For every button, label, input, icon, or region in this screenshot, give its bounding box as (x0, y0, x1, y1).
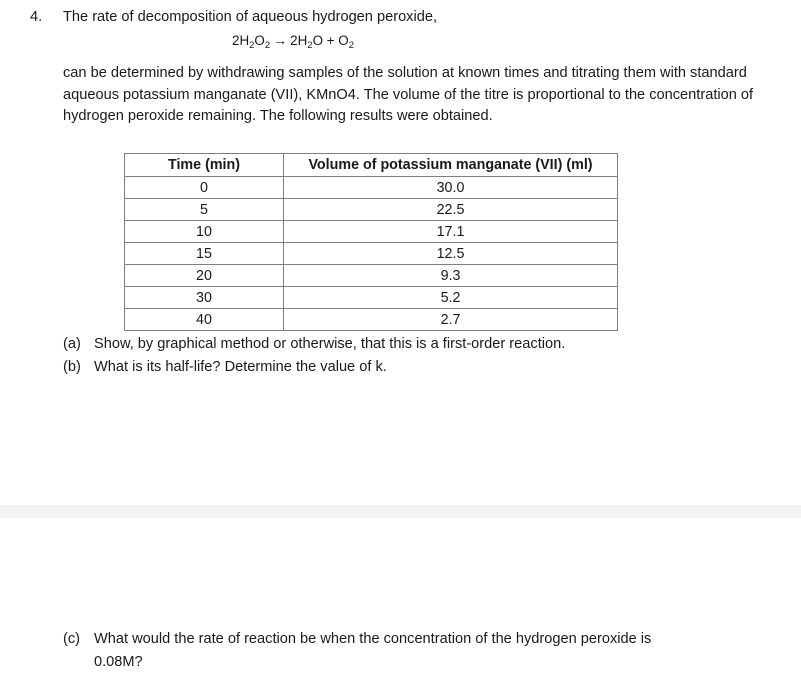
cell-time: 0 (125, 177, 284, 199)
question-parts-top (0, 333, 801, 378)
table-header-row (125, 154, 618, 177)
cell-volume: 17.1 (284, 221, 618, 243)
cell-volume: 2.7 (284, 309, 618, 331)
equation-reactant: $2H_2O_2$ (232, 33, 271, 52)
cell-volume: 12.5 (284, 243, 618, 265)
table-row (125, 287, 618, 309)
part-a-text: Show, by graphical method or otherwise, that this is a first-order reaction. (94, 336, 566, 352)
question-header-row (0, 0, 801, 28)
part-b-label: (b) (63, 358, 81, 375)
reaction-arrow-icon: → (273, 32, 288, 49)
question-intro-line: The rate of decomposition of aqueous hydrogen peroxide, (63, 9, 438, 25)
question-continuation-row (0, 56, 801, 127)
equation-product-oxygen: $O_2$ (338, 33, 354, 52)
cell-volume: 22.5 (284, 199, 618, 221)
table-row (125, 199, 618, 221)
part-c-label: (c) (63, 631, 81, 647)
question-paragraph (63, 56, 781, 127)
part-c-text (94, 628, 781, 673)
table-row (125, 309, 618, 331)
table-row (125, 243, 618, 265)
page-break-separator (0, 505, 801, 518)
results-table-container (124, 153, 617, 331)
cell-time: 15 (125, 243, 284, 265)
cell-time: 20 (125, 265, 284, 287)
cell-time: 40 (125, 309, 284, 331)
question-parts-bottom (0, 628, 801, 673)
cell-volume: 5.2 (284, 287, 618, 309)
cell-time: 10 (125, 221, 284, 243)
chemical-equation (0, 29, 801, 54)
equation-plus-sign: + (326, 33, 335, 49)
question-body (63, 0, 781, 28)
part-c-line-2: 0.08M? (94, 653, 143, 670)
table-row (125, 221, 618, 243)
cell-volume: 9.3 (284, 265, 618, 287)
column-header-volume: Volume of potassium manganate (VII) (ml) (284, 154, 618, 177)
question-body-text: can be determined by withdrawing samples of the solution at known times and titrating them with standard aqueous potassium manganate (VII), KMnO4. The volume of the titre is proportional to the concentration of hydrogen peroxide remaining. The following results were obtained. (63, 65, 754, 124)
question-block (0, 0, 801, 127)
table-row (125, 265, 618, 287)
table-row (125, 177, 618, 199)
part-a (0, 333, 801, 356)
question-number-spacer (30, 56, 63, 63)
part-c-line-1: What would the rate of reaction be when the concentration of the hydrogen peroxide is (94, 631, 652, 647)
part-b (0, 356, 801, 379)
column-header-time: Time (min) (125, 154, 284, 177)
cell-time: 30 (125, 287, 284, 309)
part-c (0, 628, 801, 673)
equation-product-water: $2H_2O$ (290, 33, 323, 52)
cell-time: 5 (125, 199, 284, 221)
part-a-label: (a) (63, 336, 81, 352)
part-b-text: What is its half-life? Determine the value of k. (94, 358, 387, 375)
cell-volume: 30.0 (284, 177, 618, 199)
results-table (124, 153, 618, 331)
question-number: 4. (30, 9, 43, 25)
